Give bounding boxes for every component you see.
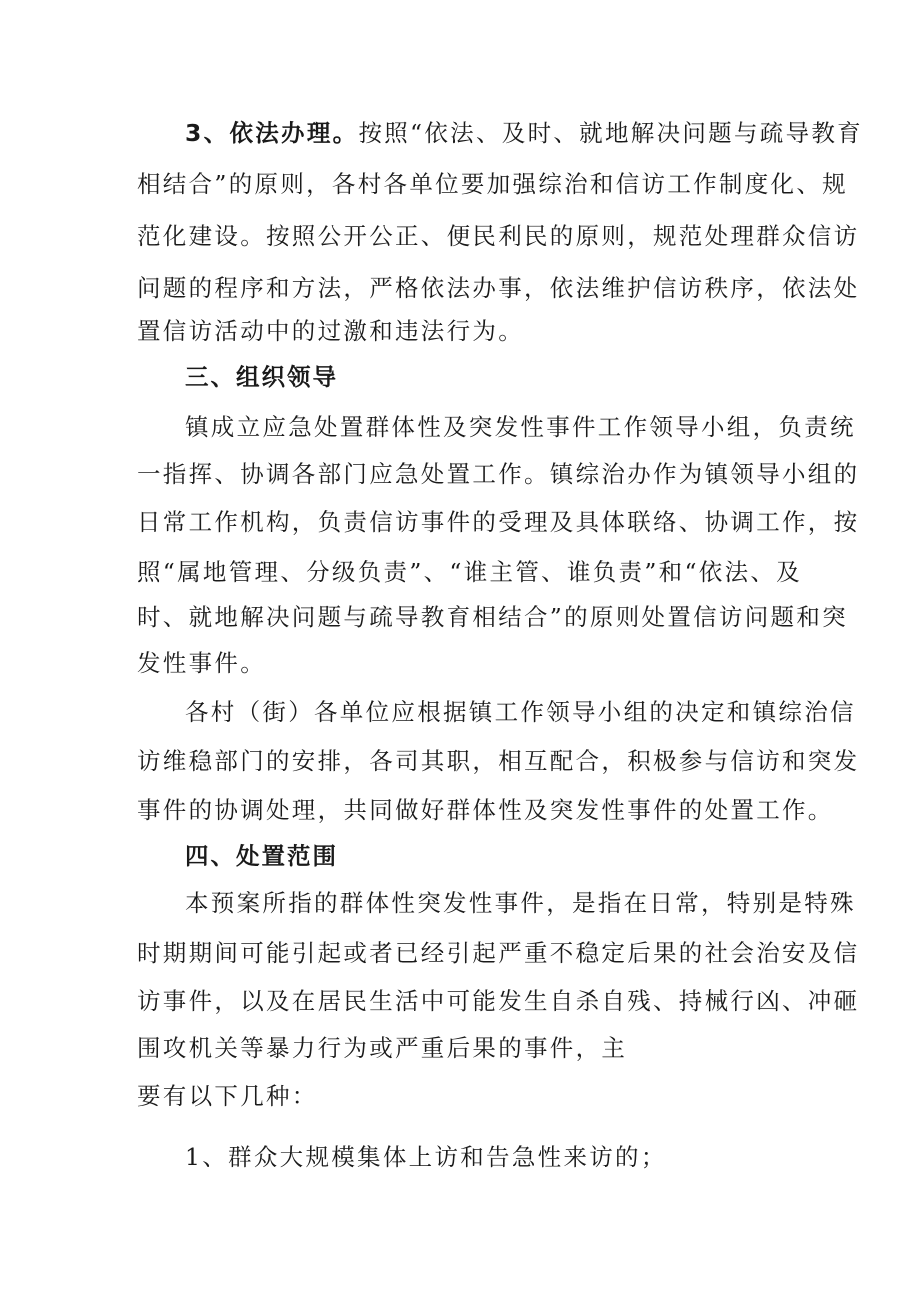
paragraph-line: 围攻机关等暴力行为或严重后果的事件，主 — [137, 1034, 628, 1062]
paragraph-line: 各村（街）各单位应根据镇工作领导小组的决定和镇综治信 — [185, 698, 856, 726]
paragraph-line: 时、就地解决问题与疏导教育相结合”的原则处置信访问题和突 — [137, 603, 848, 631]
paragraph-line: 访维稳部门的安排，各司其职，相互配合，积极参与信访和突发 — [137, 747, 860, 775]
paragraph-line: 事件的协调处理，共同做好群体性及突发性事件的处置工作。 — [137, 796, 834, 824]
bold-lead: 3、依法办理。 — [185, 119, 359, 147]
line-text: 按照“依法、及时、就地解决问题与疏导教育 — [358, 119, 863, 147]
paragraph-line: 置信访活动中的过激和违法行为。 — [137, 317, 524, 345]
paragraph-line: 时期期间可能引起或者已经引起严重不稳定后果的社会治安及信 — [137, 939, 860, 967]
paragraph-line — [185, 113, 863, 153]
section-heading: 四、处置范围 — [185, 842, 338, 870]
section-heading: 三、组织领导 — [185, 363, 338, 391]
paragraph-line: 问题的程序和方法，严格依法办事，依法维护信访秩序，依法处 — [137, 274, 860, 302]
paragraph-line: 一指挥、协调各部门应急处置工作。镇综治办作为镇领导小组的 — [137, 460, 860, 488]
list-item: 1、群众大规模集体上访和告急性来访的； — [185, 1143, 667, 1171]
paragraph-line: 照“属地管理、分级负责”、“谁主管、谁负责”和“依法、及 — [137, 558, 802, 586]
paragraph-line: 日常工作机构，负责信访事件的受理及具体联络、协调工作，按 — [137, 508, 860, 536]
paragraph-line: 发性事件。 — [137, 649, 266, 677]
paragraph-line: 镇成立应急处置群体性及突发性事件工作领导小组，负责统 — [185, 413, 856, 441]
paragraph-line: 范化建设。按照公开公正、便民利民的原则，规范处理群众信访 — [137, 222, 860, 250]
paragraph-line: 要有以下几种： — [137, 1082, 318, 1110]
paragraph-line: 相结合”的原则，各村各单位要加强综治和信访工作制度化、规 — [137, 170, 848, 198]
paragraph-line: 访事件，以及在居民生活中可能发生自杀自残、持械行凶、冲砸 — [137, 987, 860, 1015]
paragraph-line: 本预案所指的群体性突发性事件，是指在日常，特别是特殊 — [185, 889, 856, 917]
